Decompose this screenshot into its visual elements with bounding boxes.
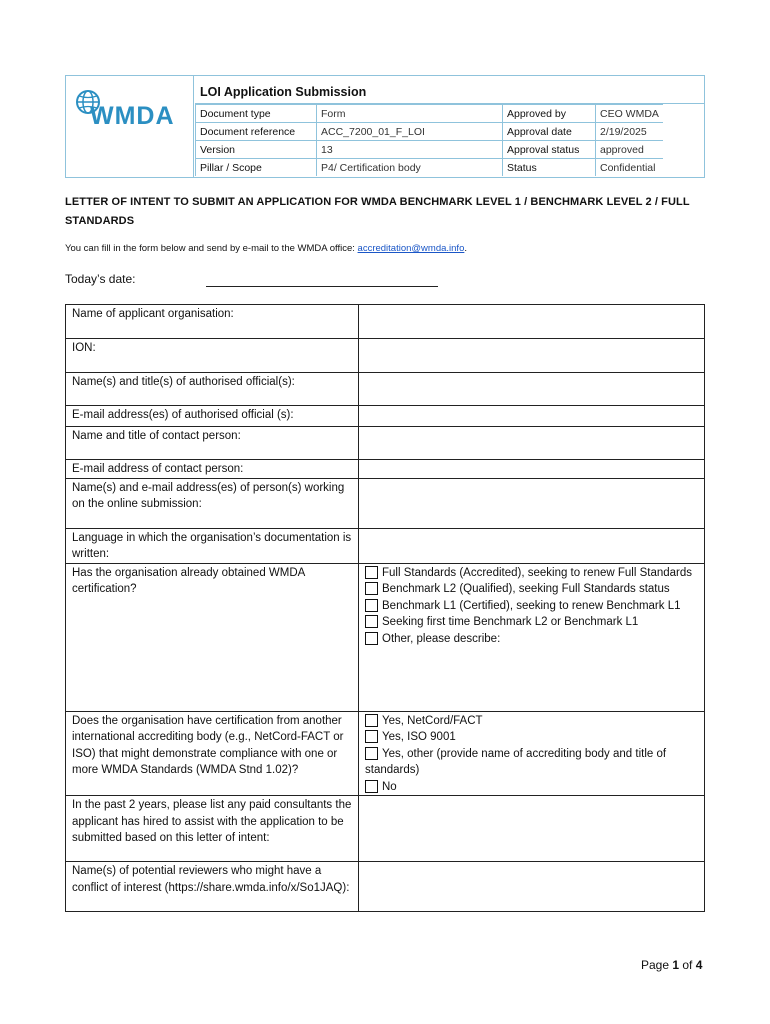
meta-value: 13: [317, 141, 503, 159]
option-label: Yes, NetCord/FACT: [382, 714, 483, 727]
svg-text:WMDA: WMDA: [90, 102, 175, 130]
checkbox-option[interactable]: [365, 713, 698, 730]
meta-label: Document type: [196, 105, 317, 123]
answer-field[interactable]: [359, 373, 705, 406]
meta-value: Form: [317, 105, 503, 123]
meta-value: Confidential: [596, 159, 663, 177]
meta-value: CEO WMDA: [596, 105, 663, 123]
option-label: Yes, ISO 9001: [382, 731, 456, 743]
document-title: LOI Application Submission: [195, 76, 704, 104]
option-label: No: [382, 780, 397, 793]
date-label: Today’s date:: [65, 272, 136, 286]
checkbox-option[interactable]: [365, 779, 698, 796]
wmda-logo: [66, 76, 194, 177]
question-cell: Language in which the organisation’s documentation is written:: [66, 528, 359, 563]
meta-label: Approval date: [503, 123, 596, 141]
page-total: 4: [695, 958, 703, 972]
answer-field[interactable]: [359, 427, 705, 460]
meta-value: ACC_7200_01_F_LOI: [317, 123, 503, 141]
answer-field[interactable]: [359, 528, 705, 563]
checkbox[interactable]: [365, 714, 378, 727]
question-cell: Name(s) of potential reviewers who might have a conflict of interest (https://share.wmda.info/x/So1JAQ):: [66, 862, 359, 912]
option-label: Benchmark L2 (Qualified), seeking Full Standards status: [382, 583, 670, 595]
checkbox-option[interactable]: [365, 614, 698, 631]
page-sep: of: [679, 958, 696, 972]
checkbox[interactable]: [365, 582, 378, 595]
document-meta-table: [195, 104, 663, 176]
answer-field[interactable]: [359, 406, 705, 427]
intro-text: [65, 243, 467, 254]
question-cell: E-mail address(es) of authorised official (s):: [66, 406, 359, 427]
date-input-line[interactable]: [206, 286, 438, 287]
checkbox-option[interactable]: [365, 631, 698, 648]
answer-field[interactable]: [359, 796, 705, 862]
other-body-options: [359, 711, 705, 796]
meta-label: Status: [503, 159, 596, 177]
checkbox[interactable]: [365, 566, 378, 579]
checkbox[interactable]: [365, 780, 378, 793]
page-prefix: Page: [641, 958, 673, 972]
question-cell: Has the organisation already obtained WMDA certification?: [66, 563, 359, 711]
meta-label: Approved by: [503, 105, 596, 123]
question-cell: Name(s) and title(s) of authorised official(s):: [66, 373, 359, 406]
option-label: Yes, other (provide name of accrediting body and title of standards): [365, 747, 667, 776]
answer-field[interactable]: [359, 339, 705, 373]
intro-suffix: .: [464, 243, 467, 254]
checkbox[interactable]: [365, 747, 378, 760]
intro-sentence: You can fill in the form below and send by e-mail to the WMDA office:: [65, 243, 358, 254]
checkbox[interactable]: [365, 632, 378, 645]
meta-label: Version: [196, 141, 317, 159]
meta-value: approved: [596, 141, 663, 159]
answer-field[interactable]: [359, 862, 705, 912]
meta-label: Approval status: [503, 141, 596, 159]
email-link[interactable]: accreditation@wmda.info: [357, 243, 465, 254]
checkbox-option[interactable]: [365, 746, 698, 779]
checkbox[interactable]: [365, 615, 378, 628]
question-cell: Does the organisation have certification from another international accrediting body (e.g., NetCord-FACT or ISO) that might demonstrate compliance with one or more WMDA Standards (WMDA Stnd 1.02)?: [66, 711, 359, 796]
question-cell: Name of applicant organisation:: [66, 305, 359, 339]
question-cell: Name(s) and e-mail address(es) of person(s) working on the online submission:: [66, 478, 359, 528]
page-number: [641, 958, 702, 972]
meta-value: P4/ Certification body: [317, 159, 503, 177]
checkbox[interactable]: [365, 599, 378, 612]
question-cell: E-mail address of contact person:: [66, 460, 359, 479]
page-current: 1: [672, 958, 680, 972]
application-form-table: [65, 304, 705, 912]
checkbox[interactable]: [365, 730, 378, 743]
globe-icon: [74, 88, 186, 132]
checkbox-option[interactable]: [365, 565, 698, 582]
form-heading: LETTER OF INTENT TO SUBMIT AN APPLICATION FOR WMDA BENCHMARK LEVEL 1 / BENCHMARK LEVEL 2 / FULL STANDARDS: [65, 196, 690, 227]
option-label: Benchmark L1 (Certified), seeking to renew Benchmark L1: [382, 599, 681, 612]
checkbox-option[interactable]: [365, 581, 698, 598]
question-cell: ION:: [66, 339, 359, 373]
meta-value: 2/19/2025: [596, 123, 663, 141]
question-cell: In the past 2 years, please list any paid consultants the applicant has hired to assist with the application to be submitted based on this letter of intent:: [66, 796, 359, 862]
answer-field[interactable]: [359, 305, 705, 339]
document-header: [65, 75, 705, 178]
certification-options: [359, 563, 705, 711]
meta-label: Pillar / Scope: [196, 159, 317, 177]
checkbox-option[interactable]: [365, 598, 698, 615]
meta-label: Document reference: [196, 123, 317, 141]
checkbox-option[interactable]: [365, 729, 698, 746]
option-label: Full Standards (Accredited), seeking to renew Full Standards: [382, 566, 693, 579]
answer-field[interactable]: [359, 460, 705, 479]
answer-field[interactable]: [359, 478, 705, 528]
option-label: Other, please describe:: [382, 632, 501, 645]
option-label: Seeking first time Benchmark L2 or Benchmark L1: [382, 616, 639, 628]
question-cell: Name and title of contact person:: [66, 427, 359, 460]
